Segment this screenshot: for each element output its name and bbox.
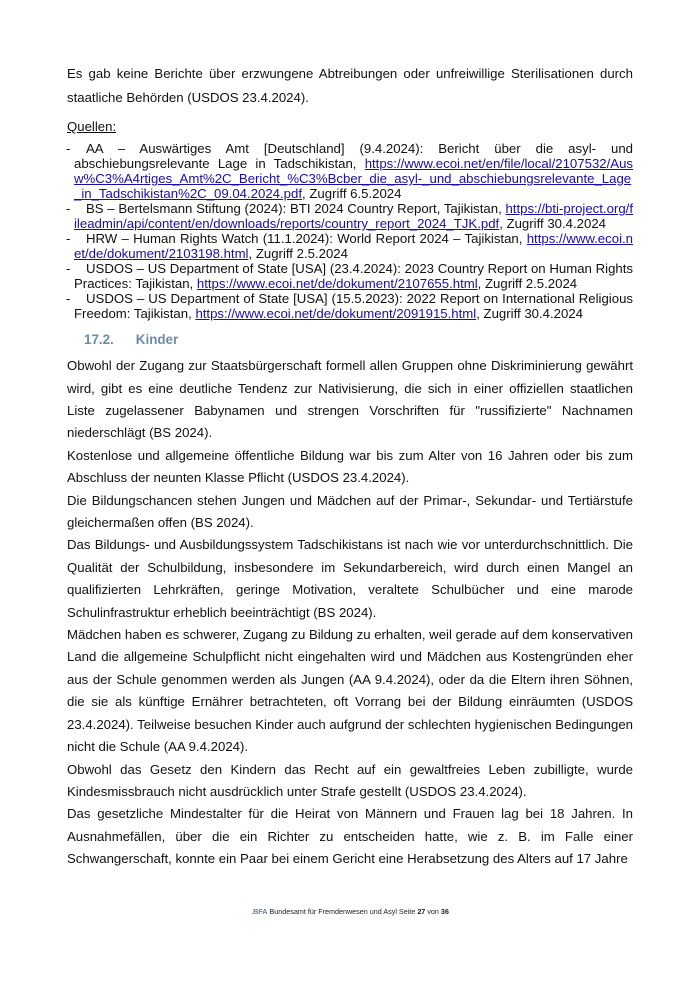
sources-list bbox=[67, 141, 633, 321]
paragraph: Obwohl der Zugang zur Staatsbürgerschaft formell allen Gruppen ohne Diskriminierung gewährt wird, gibt es eine deutliche Tendenz zur Nativisierung, die sich in einer offiziellen staatlichen Liste zugelassener Babynamen und strengen Vorschriften für "russifizierte" Nachnamen niederschlägt (BS 2024). bbox=[67, 358, 633, 441]
source-item: - AA – Auswärtiges Amt [Deutschland] (9.4.2024): Bericht über die asyl- und abschiebungsrelevante Lage in Tadschikistan, https://www.ecoi.net/en/file/local/2107532/Ausw%C3%A4rtiges_Amt%2C_Bericht_%C3%Bcber_die_asyl-_und_abschiebungsrelevante_Lage_in_Tadschikistan%2C_09.04.2024.pdf, Zugriff 6.5.2024 bbox=[66, 141, 633, 202]
source-link[interactable]: https://www.ecoi.net/en/file/local/2107532/Ausw%C3%A4rtiges_Amt%2C_Bericht_%C3%Bcber_die_asyl-_und_abschiebungsrelevante_Lage_in_Tadschikistan%2C_09.04.2024.pdf bbox=[74, 156, 633, 202]
paragraph: Die Bildungschancen stehen Jungen und Mädchen auf der Primar-, Sekundar- und Tertiärstufe gleichermaßen offen (BS 2024). bbox=[67, 492, 633, 531]
intro-paragraph: Es gab keine Berichte über erzwungene Abtreibungen oder unfreiwillige Sterilisationen durch staatliche Behörden (USDOS 23.4.2024). bbox=[67, 66, 633, 105]
page-number: 27 bbox=[417, 907, 426, 916]
bfa-logo: .BFA bbox=[251, 907, 268, 916]
paragraph: Mädchen haben es schwerer, Zugang zu Bildung zu erhalten, weil gerade auf dem konservativen Land die allgemeine Schulpflicht nicht eingehalten wird und Mädchen aus Kostengründen eher aus der Schule genommen werden als Jungen (AA 9.4.2024), oder da die Eltern ihren Söhnen, die sie als künftige Ernährer betrachteten, oft Vorrang bei der Bildung einräumten (USDOS 23.4.2024). Teilweise besuchen Kinder auch aufgrund der schlechten hygienischen Bedingungen nicht die Schule (AA 9.4.2024). bbox=[67, 627, 633, 755]
source-link[interactable]: https://www.ecoi.net/de/dokument/2091915.html bbox=[195, 306, 477, 322]
paragraph: Das gesetzliche Mindestalter für die Heirat von Männern und Frauen lag bei 18 Jahren. In Ausnahmefällen, über die ein Richter zu entscheiden hatte, wie z. B. im Falle einer Schwangerschaft, konnte ein Paar bei einem Gericht eine Herabsetzung des Alters auf 17 Jahre bbox=[67, 806, 633, 867]
source-item: - HRW – Human Rights Watch (11.1.2024): World Report 2024 – Tajikistan, https://www.ecoi.net/de/dokument/2103198.html, Zugriff 2.5.2024 bbox=[66, 231, 633, 262]
page-total: 36 bbox=[440, 907, 449, 916]
section-body bbox=[67, 355, 633, 870]
source-item: - USDOS – US Department of State [USA] (15.5.2023): 2022 Report on International Religious Freedom: Tajikistan, https://www.ecoi.net/de/dokument/2091915.html, Zugriff 30.4.2024 bbox=[66, 291, 633, 322]
page-footer: .BFA Bundesamt für Fremdenwesen und Asyl Seite 27 von 36 bbox=[251, 907, 449, 916]
source-item: - BS – Bertelsmann Stiftung (2024): BTI 2024 Country Report, Tajikistan, https://bti-project.org/fileadmin/api/content/en/downloads/reports/country_report_2024_TJK.pdf, Zugriff 30.4.2024 bbox=[66, 201, 633, 232]
paragraph: Obwohl das Gesetz den Kindern das Recht auf ein gewaltfreies Leben zubilligte, wurde Kindesmissbrauch nicht ausdrücklich unter Strafe gestellt (USDOS 23.4.2024). bbox=[67, 761, 633, 799]
source-item: - USDOS – US Department of State [USA] (23.4.2024): 2023 Country Report on Human Rights Practices: Tajikistan, https://www.ecoi.net/de/dokument/2107655.html, Zugriff 2.5.2024 bbox=[66, 261, 633, 292]
source-link[interactable]: https://bti-project.org/fileadmin/api/content/en/downloads/reports/country_report_2024_TJK.pdf bbox=[74, 201, 633, 232]
source-link[interactable]: https://www.ecoi.net/de/dokument/2107655.html bbox=[196, 276, 478, 292]
paragraph: Kostenlose und allgemeine öffentliche Bildung war bis zum Alter von 16 Jahren oder bis zum Abschluss der neunten Klasse Pflicht (USDOS 23.4.2024). bbox=[67, 447, 633, 486]
source-link[interactable]: https://www.ecoi.net/de/dokument/2103198.html bbox=[74, 231, 633, 262]
section-heading: 17.2. Kinder bbox=[84, 332, 179, 348]
sources-label: Quellen: bbox=[67, 119, 117, 135]
page-content bbox=[67, 62, 633, 907]
paragraph: Das Bildungs- und Ausbildungssystem Tadschikistans ist nach wie vor unterdurchschnittlich. Die Qualität der Schulbildung, insbesondere im Sekundarbereich, wird durch einen Mangel an qualifizierten Lehrkräften, geringe Motivation, veraltete Schulbücher und eine marode Schulinfrastruktur erheblich beeinträchtigt (BS 2024). bbox=[67, 537, 633, 620]
